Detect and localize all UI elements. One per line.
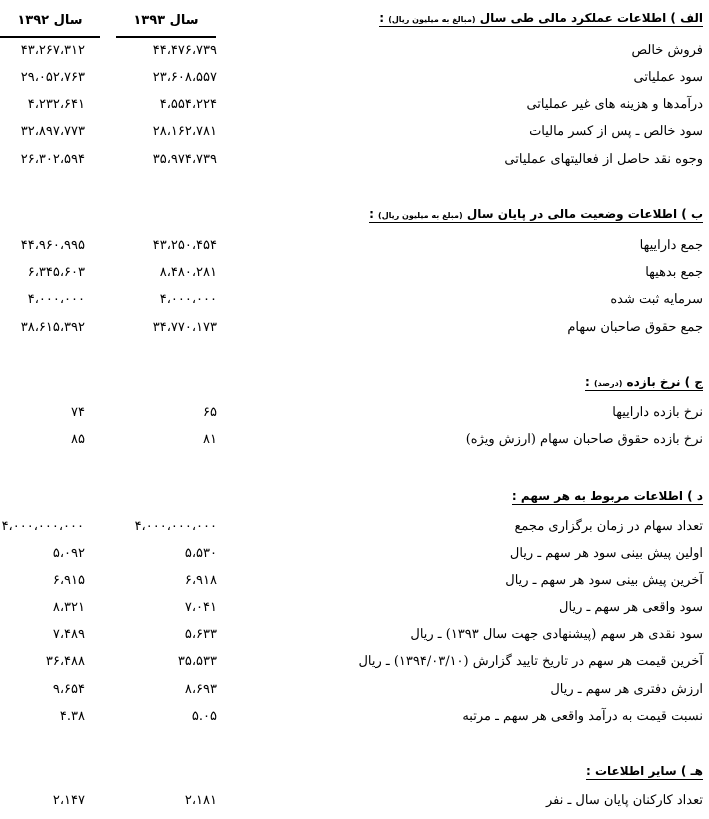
section-a-heading: الف ) اطلاعات عملکرد مالی طی سال xyxy=(479,11,703,25)
section-c-title xyxy=(585,373,703,393)
section-b-title xyxy=(369,205,703,225)
value-1393: ۴۳،۲۵۰،۴۵۴ xyxy=(152,238,217,253)
section-e-colon: : xyxy=(586,764,595,778)
value-1392: ۳۶،۴۸۸ xyxy=(45,654,85,669)
value-1393: ۳۴،۷۷۰،۱۷۳ xyxy=(152,320,217,335)
section-d-title xyxy=(512,487,703,505)
section-b-heading: ب ) اطلاعات وضعیت مالی در پایان سال xyxy=(466,207,703,221)
value-1393: ۵،۶۳۳ xyxy=(184,627,217,642)
value-1392: ۶،۳۴۵،۶۰۳ xyxy=(27,265,85,280)
table-row xyxy=(0,67,709,94)
value-1393: ۶۵ xyxy=(203,405,217,420)
value-1393: ۴،۰۰۰،۰۰۰،۰۰۰ xyxy=(134,519,217,534)
row-label: درآمدها و هزینه های غیر عملیاتی xyxy=(526,97,703,112)
table-row xyxy=(0,597,709,624)
table-row xyxy=(0,289,709,316)
value-1393: ۴،۵۵۴،۲۲۴ xyxy=(159,97,217,112)
section-e-title xyxy=(586,762,703,780)
row-label: وجوه نقد حاصل از فعالیتهای عملیاتی xyxy=(504,152,703,167)
value-1393: ۵.۰۵ xyxy=(191,709,217,724)
value-1393: ۸،۴۸۰،۲۸۱ xyxy=(159,265,217,280)
value-1393: ۴،۰۰۰،۰۰۰ xyxy=(159,292,217,307)
value-1392: ۲،۱۴۷ xyxy=(52,793,85,808)
row-label: سود نقدی هر سهم (پیشنهادی جهت سال ۱۳۹۳) ـ ریال xyxy=(410,627,703,642)
row-label: آخرین پیش بینی سود هر سهم ـ ریال xyxy=(505,573,703,588)
row-label: نسبت قیمت به درآمد واقعی هر سهم ـ مرتبه xyxy=(462,709,703,724)
value-1392: ۴،۰۰۰،۰۰۰ xyxy=(27,292,85,307)
value-1393: ۶،۹۱۸ xyxy=(184,573,217,588)
table-row xyxy=(0,624,709,651)
value-1392: ۴،۲۳۲،۶۴۱ xyxy=(27,97,85,112)
section-a-title xyxy=(379,9,703,29)
table-row xyxy=(0,429,709,456)
value-1393: ۴۴،۴۷۶،۷۳۹ xyxy=(152,43,217,58)
value-1393: ۳۵،۹۷۴،۷۳۹ xyxy=(152,152,217,167)
table-row xyxy=(0,402,709,429)
section-b-unit: (مبلغ به میلیون ریال) xyxy=(378,211,463,220)
row-label: جمع داراییها xyxy=(639,238,703,253)
section-b-colon: : xyxy=(369,207,379,221)
table-row xyxy=(0,679,709,706)
table-row xyxy=(0,262,709,289)
row-label: تعداد سهام در زمان برگزاری مجمع xyxy=(514,519,703,534)
table-row xyxy=(0,516,709,543)
value-1393: ۳۵،۵۳۳ xyxy=(177,654,217,669)
value-1392: ۴۳،۲۶۷،۳۱۲ xyxy=(20,43,85,58)
value-1392: ۷،۴۸۹ xyxy=(52,627,85,642)
table-row xyxy=(0,790,709,817)
value-1393: ۲،۱۸۱ xyxy=(184,793,217,808)
section-e-heading: هـ ) سایر اطلاعات xyxy=(594,764,703,778)
section-a-colon: : xyxy=(379,11,389,25)
row-label: سرمایه ثبت شده xyxy=(610,292,703,307)
table-row xyxy=(0,543,709,570)
row-label: تعداد کارکنان پایان سال ـ نفر xyxy=(545,793,703,808)
section-c-unit: (درصد) xyxy=(593,379,623,388)
value-1392: ۲۶،۳۰۲،۵۹۴ xyxy=(20,152,85,167)
value-1392: ۵،۰۹۲ xyxy=(52,546,85,561)
value-1392: ۲۹،۰۵۲،۷۶۳ xyxy=(20,70,85,85)
value-1393: ۸،۶۹۳ xyxy=(184,682,217,697)
table-row xyxy=(0,706,709,733)
value-1392: ۶،۹۱۵ xyxy=(52,573,85,588)
row-label: جمع بدهیها xyxy=(645,265,703,280)
row-label: نرخ بازده حقوق صاحبان سهام (ارزش ویژه) xyxy=(465,432,703,447)
value-1392: ۳۲،۸۹۷،۷۷۳ xyxy=(20,124,85,139)
value-1392: ۴۴،۹۶۰،۹۹۵ xyxy=(20,238,85,253)
row-label: سود خالص ـ پس از کسر مالیات xyxy=(529,124,703,139)
table-row xyxy=(0,651,709,678)
row-label: آخرین قیمت هر سهم در تاریخ تایید گزارش (۱۳۹۴/۰۳/۱۰) ـ ریال xyxy=(358,654,703,669)
value-1392: ۸۵ xyxy=(71,432,85,447)
row-label: نرخ بازده داراییها xyxy=(612,405,703,420)
row-label: فروش خالص xyxy=(631,43,703,58)
section-d-heading: د ) اطلاعات مربوط به هر سهم xyxy=(520,489,703,503)
row-label: اولین پیش بینی سود هر سهم ـ ریال xyxy=(509,546,703,561)
value-1392: ۷۴ xyxy=(71,405,85,420)
table-row xyxy=(0,94,709,121)
table-row xyxy=(0,149,709,176)
value-1393: ۲۸،۱۶۲،۷۸۱ xyxy=(152,124,217,139)
table-row xyxy=(0,40,709,67)
value-1392: ۸،۳۲۱ xyxy=(52,600,85,615)
row-label: جمع حقوق صاحبان سهام xyxy=(567,320,703,335)
value-1392: ۳۸،۶۱۵،۳۹۲ xyxy=(20,320,85,335)
row-label: سود عملیاتی xyxy=(633,70,703,85)
section-c-heading: ج ) نرخ بازده xyxy=(626,375,703,389)
value-1392: ۴.۳۸ xyxy=(59,709,85,724)
value-1393: ۸۱ xyxy=(203,432,217,447)
table-row xyxy=(0,317,709,344)
column-header-1392: سال ۱۳۹۲ xyxy=(0,10,100,38)
section-a-unit: (مبالغ به میلیون ریال) xyxy=(388,15,476,24)
row-label: سود واقعی هر سهم ـ ریال xyxy=(559,600,703,615)
row-label: ارزش دفتری هر سهم ـ ریال xyxy=(550,682,703,697)
table-row xyxy=(0,570,709,597)
column-header-1393: سال ۱۳۹۳ xyxy=(116,10,216,38)
section-d-colon: : xyxy=(511,489,521,503)
value-1392: ۹،۶۵۴ xyxy=(52,682,85,697)
value-1393: ۵،۵۳۰ xyxy=(184,546,217,561)
value-1393: ۲۳،۶۰۸،۵۵۷ xyxy=(152,70,217,85)
section-c-colon: : xyxy=(585,375,594,389)
table-row xyxy=(0,235,709,262)
table-row xyxy=(0,121,709,148)
value-1393: ۷،۰۴۱ xyxy=(184,600,217,615)
value-1392: ۴،۰۰۰،۰۰۰،۰۰۰ xyxy=(1,519,84,534)
